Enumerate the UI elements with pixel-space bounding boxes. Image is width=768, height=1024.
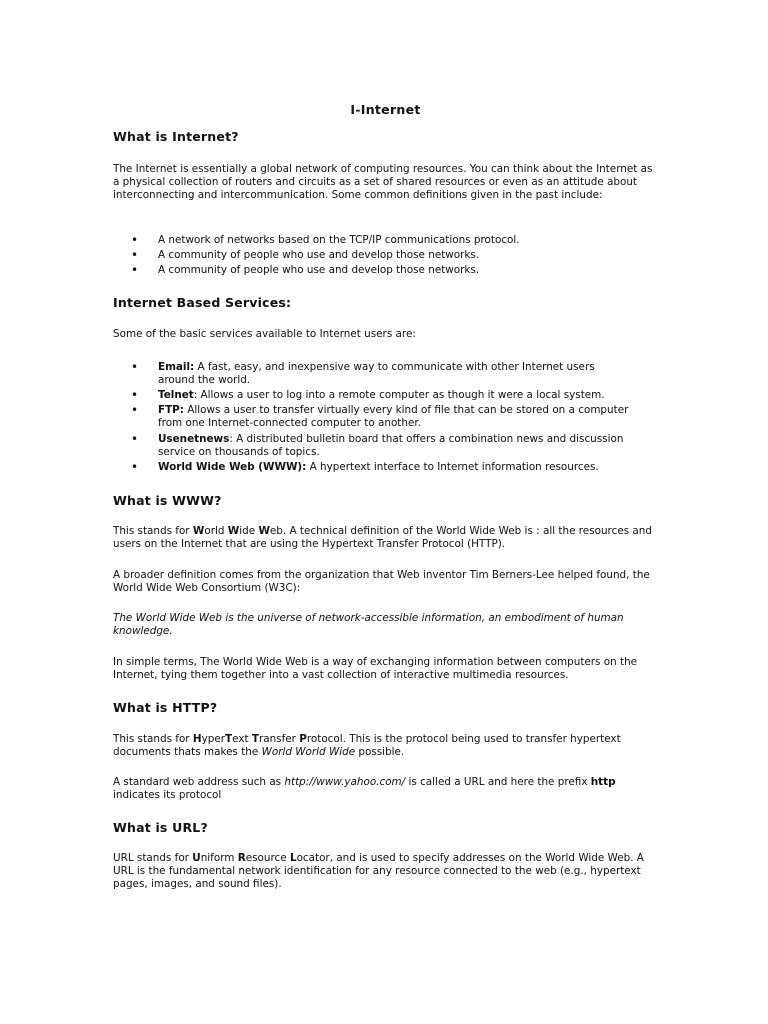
paragraph-http-definition: This stands for HyperText Transfer Protocol. This is the protocol being used to transfer hypertext documents thats makes the World World Wide possible. [113, 733, 621, 758]
quote-w3c-definition: The World Wide Web is the universe of network-accessible information, an embodiment of human knowledge. [113, 612, 624, 637]
bullet-icon: • [131, 403, 139, 418]
definitions-list [113, 234, 658, 280]
paragraph-url-definition: URL stands for Uniform Resource Locator, and is used to specify addresses on the World Wide Web. A URL is the fundamental network identification for any resource connected to the web (e.g., hypertext pages, images, and sound files). [113, 852, 644, 890]
bullet-icon: • [131, 431, 139, 446]
list-item: • Usenetnews: A distributed bulletin board that offers a combination news and discussion service on thousands of topics. [131, 431, 624, 458]
list-item: • FTP: Allows a user to transfer virtually every kind of file that can be stored on a computer from one Internet-connected computer to another. [131, 403, 629, 430]
paragraph-url-example: A standard web address such as http://www.yahoo.com/ is called a URL and here the prefix http indicates its protocol [113, 776, 616, 801]
list-item: • World Wide Web (WWW): A hypertext interface to Internet information resources. [131, 459, 599, 474]
bullet-icon: • [131, 233, 139, 247]
heading-internet-services: Internet Based Services: [113, 295, 292, 310]
bullet-icon: • [131, 459, 139, 474]
list-item: • A community of people who use and develop those networks. [131, 263, 480, 278]
heading-what-is-internet: What is Internet? [113, 129, 239, 144]
document-title: I-Internet [350, 102, 421, 117]
paragraph-services-intro: Some of the basic services available to Internet users are: [113, 328, 416, 340]
paragraph-simple-terms: In simple terms, The World Wide Web is a way of exchanging information between computers on the Internet, tying them together into a vast collection of interactive multimedia resources. [113, 656, 638, 681]
heading-what-is-http: What is HTTP? [113, 700, 218, 715]
paragraph-broader-definition: A broader definition comes from the organization that Web inventor Tim Berners-Lee helped found, the World Wide Web Consortium (W3C): [113, 569, 650, 594]
paragraph-www-definition: This stands for World Wide Web. A technical definition of the World Wide Web is : all the resources and users on the Internet that are using the Hypertext Transfer Protocol (HTTP). [113, 525, 652, 550]
paragraph-internet-definition: The Internet is essentially a global network of computing resources. You can think about the Internet as a physical collection of routers and circuits as a set of shared resources or even as an attitude about interconnecting and intercommunication. Some common definitions given in the past include: [113, 163, 653, 201]
heading-what-is-url: What is URL? [113, 820, 208, 835]
bullet-icon: • [131, 360, 139, 374]
bullet-icon: • [131, 248, 139, 263]
list-item: • Telnet: Allows a user to log into a remote computer as though it were a local system. [131, 388, 605, 403]
bullet-icon: • [131, 263, 139, 278]
list-item: • Email: A fast, easy, and inexpensive way to communicate with other Internet users around the world. [131, 360, 595, 386]
bullet-icon: • [131, 388, 139, 403]
services-list [113, 361, 633, 476]
list-item: • A network of networks based on the TCP/IP communications protocol. [131, 233, 520, 247]
heading-what-is-www: What is WWW? [113, 493, 222, 508]
list-item: • A community of people who use and develop those networks. [131, 248, 480, 263]
